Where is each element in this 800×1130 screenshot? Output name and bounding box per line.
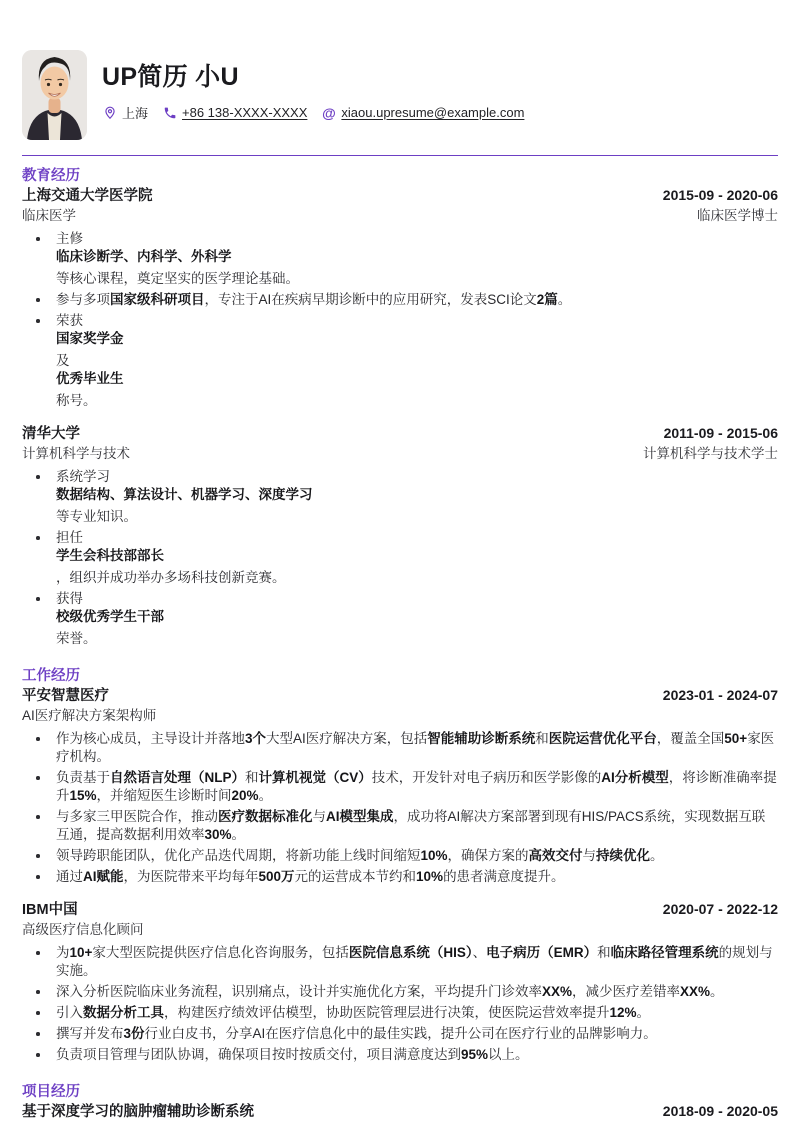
entry-date: 2015-09 - 2020-06 [662,187,778,203]
text-run: ，减少医疗差错率 [572,984,681,999]
highlight-text: 医院运营优化平台 [548,731,657,746]
highlight-text: 10% [416,869,444,884]
bullet-list [22,468,778,648]
bullet-item [22,983,778,1001]
text-run: 荣获 [56,313,83,328]
text-run: ，覆盖全国 [656,731,725,746]
bullet-item [22,312,778,410]
resume-header [0,0,800,140]
bullet-paragraph [56,529,778,565]
section-title: 项目经历 [22,1084,80,1100]
highlight-text: 国家级科研项目 [110,292,205,307]
bullet-list [22,730,778,886]
highlight-text: 95% [461,1047,489,1062]
text-run: ，专注于AI在疾病早期诊断中的应用研究，发表SCI论文 [204,292,537,307]
bullet-paragraph [56,630,778,648]
text-run: ，将诊断准确率提升 [56,770,777,803]
bullet-item [22,230,778,288]
highlight-text: 20% [231,788,259,803]
text-run: 与多家三甲医院合作，推动 [56,809,218,824]
bullet-paragraph [56,352,778,388]
location-text: 上海 [122,106,149,121]
entry-subtitle-row [22,445,778,462]
contact-email [321,105,524,120]
bullet-item [22,944,778,980]
entry-header-row [22,1103,778,1121]
entry-subtitle-row [22,207,778,224]
text-run: 和 [597,945,611,960]
text-run: 行业白皮书，分享AI在医疗信息化中的最佳实践，提升公司在医疗行业的品牌影响力。 [144,1026,657,1041]
highlight-text: 10+ [69,945,93,960]
location-pin-icon [102,105,117,120]
entry-subtitle-row [22,707,778,724]
bullet-paragraph [56,291,778,309]
entry-title: 平安智慧医疗 [22,688,109,704]
bullet-list [22,944,778,1064]
entry-degree: 临床医学博士 [697,208,778,223]
entry-header-row [22,901,778,919]
text-run: 。 [650,848,664,863]
text-run: 参与多项 [56,292,110,307]
bullet-item [22,847,778,865]
text-run: 负责项目管理与团队协调，确保项目按时按质交付，项目满意度达到 [56,1047,461,1062]
highlight-text: AI模型集成 [326,809,394,824]
text-run: 担任 [56,530,83,545]
text-run: 为 [56,945,70,960]
section-projects [22,1084,778,1121]
text-run: 系统学习 [56,469,110,484]
highlight-text: 计算机视觉（CV） [258,770,372,785]
bullet-paragraph [56,1046,778,1064]
text-run: 负责基于 [56,770,110,785]
text-run: 领导跨职能团队，优化产品迭代周期，将新功能上线时间缩短 [56,848,421,863]
highlight-text: 临床诊断学、内科学、外科学 [56,249,232,264]
text-run: 。 [258,788,273,803]
section-work [22,668,778,1064]
text-run: ，成功将AI解决方案部署到现有HIS/PACS系统，实现数据互联互通，提高数据利用效率 [56,809,766,842]
highlight-text: AI赋能 [83,869,124,884]
phone-link[interactable]: +86 138-XXXX-XXXX [182,105,308,120]
bullet-paragraph [56,508,778,526]
bullet-paragraph [56,569,778,587]
highlight-text: 3个 [245,731,267,746]
highlight-text: 持续优化 [596,848,651,863]
highlight-text: 自然语言处理（NLP） [110,770,245,785]
highlight-text: 医院信息系统（HIS） [348,945,473,960]
highlight-text: 数据分析工具 [83,1005,164,1020]
entry-title: 基于深度学习的脑肿瘤辅助诊断系统 [22,1104,254,1120]
section-title: 教育经历 [22,168,80,184]
phone-icon [162,105,177,120]
text-run: ，确保方案的 [447,848,529,863]
highlight-text: XX% [542,984,573,999]
profile-photo [22,50,87,140]
entry [22,187,778,410]
text-run: 、 [472,945,487,960]
bullet-paragraph [56,769,778,805]
entry-title: IBM中国 [22,902,78,918]
bullet-item [22,868,778,886]
bullet-item [22,291,778,309]
highlight-text: 10% [420,848,448,863]
entry-header-row [22,425,778,443]
person-name: UP简历 小U [102,63,239,91]
text-run: 和 [245,770,259,785]
text-run: 深入分析医院临床业务流程，识别痛点，设计并实施优化方案，平均提升门诊效率 [56,984,542,999]
bullet-item [22,1046,778,1064]
text-run: ，并缩短医生诊断时间 [96,788,232,803]
entry [22,901,778,1064]
entry-date: 2023-01 - 2024-07 [662,687,778,703]
text-run: 获得 [56,591,83,606]
entry-subtitle: AI医疗解决方案架构师 [22,708,157,723]
bullet-paragraph [56,730,778,766]
entry-title: 上海交通大学医学院 [22,188,153,204]
section-education [22,168,778,648]
text-run: 和 [535,731,549,746]
text-run: 主修 [56,231,83,246]
highlight-text: 30% [204,827,232,842]
bullet-paragraph [56,230,778,266]
text-run: 等核心课程，奠定坚实的医学理论基础。 [56,271,299,286]
bullet-list [22,230,778,410]
highlight-text: 数据结构、算法设计、机器学习、深度学习 [56,487,313,502]
entry-subtitle: 临床医学 [22,208,76,223]
section-title: 工作经历 [22,668,80,684]
entry-subtitle: 计算机科学与技术 [22,446,130,461]
text-run: 引入 [56,1005,83,1020]
highlight-text: 50+ [724,731,748,746]
highlight-text: 电子病历（EMR） [486,945,598,960]
entry [22,687,778,886]
entry-date: 2018-09 - 2020-05 [662,1103,778,1119]
text-run: ，组织并成功举办多场科技创新竞赛。 [56,570,286,585]
bullet-paragraph [56,468,778,504]
sections [0,168,800,1121]
highlight-text: 医疗数据标准化 [218,809,313,824]
text-run: 家大型医院提供医疗信息化咨询服务，包括 [92,945,349,960]
entry-date: 2020-07 - 2022-12 [662,901,778,917]
text-run: 以上。 [488,1047,529,1062]
entry-degree: 计算机科学与技术学士 [643,446,778,461]
bullet-paragraph [56,868,778,886]
contact-row [102,103,524,122]
text-run: ，为医院带来平均每年 [123,869,259,884]
bullet-paragraph [56,983,778,1001]
bullet-paragraph [56,1004,778,1022]
bullet-paragraph [56,944,778,980]
highlight-text: XX% [680,984,711,999]
highlight-text: 15% [69,788,97,803]
highlight-text: 高效交付 [528,848,583,863]
header-main [102,50,524,122]
entry-date: 2011-09 - 2015-06 [663,425,778,441]
header-divider [22,155,778,156]
text-run: 撰写并发布 [56,1026,124,1041]
text-run: 。 [557,292,572,307]
highlight-text: 智能辅助诊断系统 [427,731,536,746]
bullet-paragraph [56,392,778,410]
text-run: 称号。 [56,393,97,408]
contact-location [102,103,148,122]
text-run: 通过 [56,869,83,884]
bullet-item [22,1004,778,1022]
text-run: ，构建医疗绩效评估模型，协助医院管理层进行决策，使医院运营效率提升 [164,1005,610,1020]
text-run: 及 [56,353,70,368]
highlight-text: 学生会科技部部长 [56,548,164,563]
bullet-paragraph [56,1025,778,1043]
highlight-text: 临床路径管理系统 [610,945,719,960]
bullet-paragraph [56,590,778,626]
text-run: 元的运营成本节约和 [294,869,417,884]
highlight-text: 校级优秀学生干部 [56,609,164,624]
bullet-item [22,730,778,766]
text-run: 等专业知识。 [56,509,137,524]
highlight-text: 2篇 [536,292,558,307]
text-run: 。 [710,984,724,999]
bullet-item [22,529,778,587]
text-run: 与 [582,848,597,863]
entry-subtitle-row [22,921,778,938]
bullet-paragraph [56,270,778,288]
entry [22,1103,778,1121]
contact-phone [162,105,307,120]
bullet-item [22,468,778,526]
text-run: 。 [636,1005,651,1020]
bullet-item [22,590,778,648]
entry-title: 清华大学 [22,426,80,442]
bullet-paragraph [56,808,778,844]
text-run: 的规划与实施。 [56,945,773,978]
bullet-item [22,1025,778,1043]
highlight-text: 3份 [123,1026,145,1041]
text-run: 与 [312,809,326,824]
highlight-text: 国家奖学金 [56,331,124,346]
email-link[interactable]: xiaou.upresume@example.com [341,105,525,120]
entry-subtitle: 高级医疗信息化顾问 [22,922,144,937]
text-run: 技术，开发针对电子病历和医学影像的 [371,770,602,785]
entry-header-row [22,187,778,205]
text-run: 。 [231,827,246,842]
at-sign-icon: @ [322,104,336,121]
highlight-text: 优秀毕业生 [56,371,124,386]
bullet-paragraph [56,847,778,865]
entry-header-row [22,687,778,705]
entry [22,425,778,648]
bullet-item [22,808,778,844]
highlight-text: 500万 [258,869,295,884]
text-run: 作为核心成员，主导设计并落地 [56,731,245,746]
highlight-text: 12% [609,1005,637,1020]
bullet-item [22,769,778,805]
bullet-paragraph [56,312,778,348]
text-run: 家医疗机构。 [56,731,775,764]
profile-photo-illustration [22,50,87,140]
highlight-text: AI分析模型 [601,770,669,785]
text-run: 大型AI医疗解决方案，包括 [266,731,428,746]
text-run: 荣誉。 [56,631,97,646]
text-run: 的患者满意度提升。 [443,869,565,884]
